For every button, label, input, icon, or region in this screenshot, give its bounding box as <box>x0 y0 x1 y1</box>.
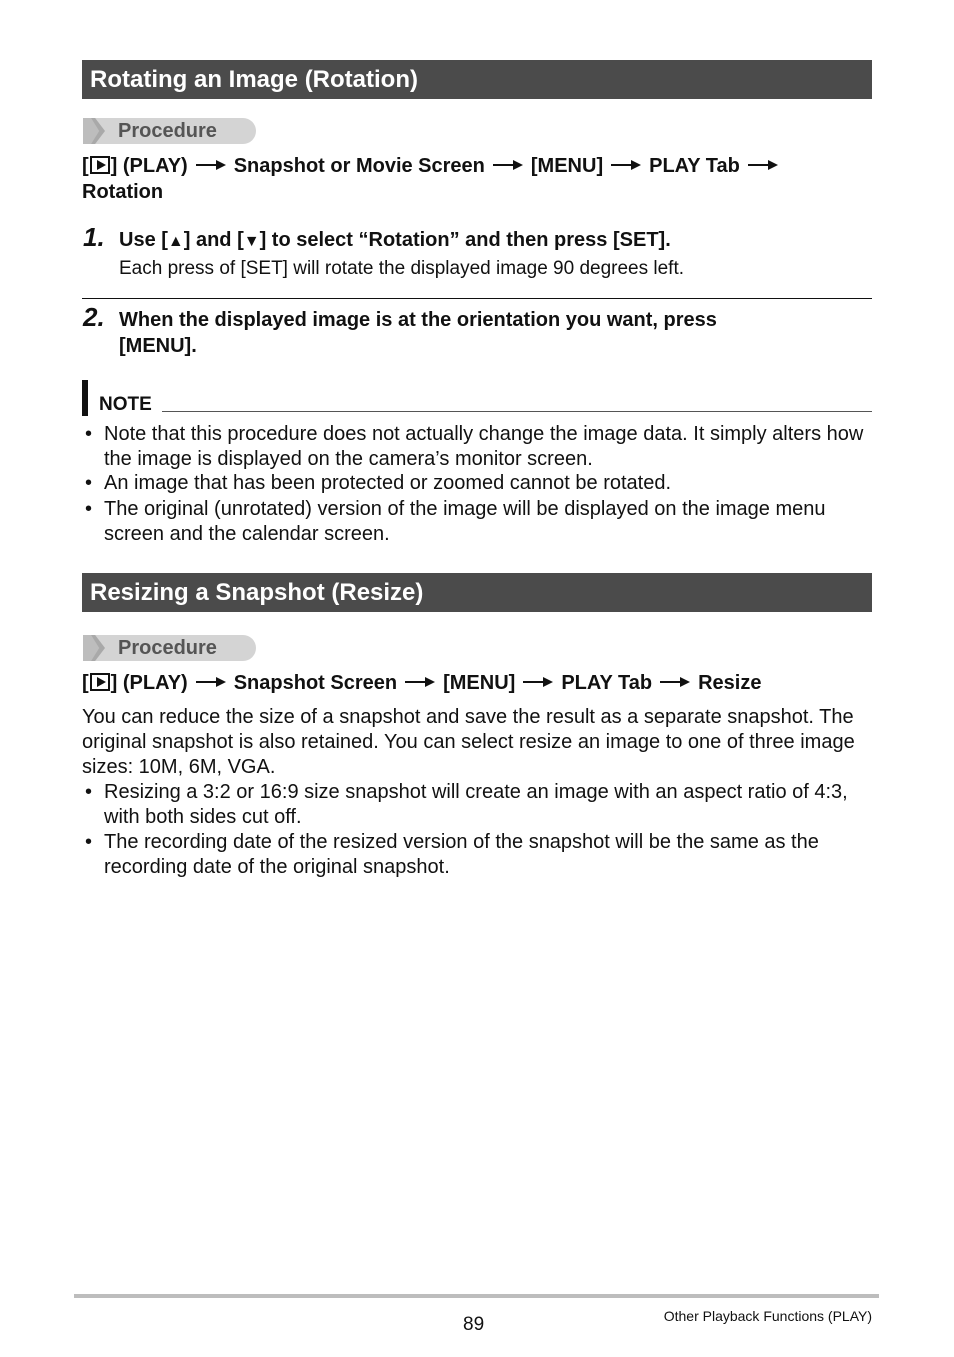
section-title-rotation: Rotating an Image (Rotation) <box>82 60 872 99</box>
arrow-right-icon <box>493 160 523 170</box>
note-label: NOTE <box>99 394 152 415</box>
procedure-path: [ ] (PLAY) Snapshot or Movie Screen [MENU] PLAY Tab <box>82 153 786 179</box>
list-item: • Resizing a 3:2 or 16:9 size snapshot will create an image with an aspect ratio of 4:3, with both sides cut off. <box>85 781 848 828</box>
path-step: Snapshot Screen <box>233 672 398 694</box>
procedure-chevron-inner-icon <box>83 635 101 661</box>
bullet-icon: • <box>85 831 93 853</box>
path-step: Rotation <box>82 181 164 203</box>
path-step: PLAY Tab <box>649 155 740 177</box>
chapter-title: Other Playback Functions (PLAY) <box>663 1308 872 1324</box>
list-item: • An image that has been protected or zoomed cannot be rotated. <box>85 472 672 494</box>
step-number: 1. <box>83 222 105 252</box>
arrow-right-icon <box>405 677 435 687</box>
resize-intro: You can reduce the size of a snapshot and save the result as a separate snapshot. The original snapshot is also retained. You can select resize an image to one of three image sizes: 10M, 6M, VGA. <box>82 706 855 778</box>
list-item: • Note that this procedure does not actually change the image data. It simply alters how the image is displayed on the camera’s monitor screen. <box>85 423 864 470</box>
path-step: [MENU] <box>530 155 604 177</box>
path-step: Snapshot or Movie Screen <box>233 155 485 177</box>
procedure-chevron-inner-icon <box>83 118 101 144</box>
list-item: • The recording date of the resized version of the snapshot will be the same as the recording date of the original snapshot. <box>85 831 819 878</box>
arrow-right-icon <box>611 160 641 170</box>
procedure-path-cont <box>82 179 163 205</box>
arrow-right-icon <box>196 677 226 687</box>
down-arrow-icon: ▼ <box>243 233 260 250</box>
path-step: PLAY Tab <box>561 672 653 694</box>
page-number: 89 <box>463 1314 485 1335</box>
play-icon <box>90 156 110 174</box>
step-instruction: Use [▲] and [▼] to select “Rotation” and then press [SET]. <box>119 229 671 251</box>
note-marker <box>82 380 88 416</box>
step-detail: Each press of [SET] will rotate the displayed image 90 degrees left. <box>119 258 685 279</box>
section-title-resize: Resizing a Snapshot (Resize) <box>82 573 872 612</box>
play-icon <box>90 673 110 691</box>
arrow-right-icon <box>196 160 226 170</box>
bullet-icon: • <box>85 423 93 445</box>
procedure-path: [ ] (PLAY) Snapshot Screen [MENU] PLAY Tab Resize <box>82 672 762 694</box>
step-divider <box>82 298 872 299</box>
footer-rule <box>74 1294 879 1298</box>
note-rule <box>162 411 872 412</box>
step-instruction-cont: [MENU]. <box>119 335 197 357</box>
path-step: Resize <box>698 672 762 694</box>
procedure-label: Procedure <box>118 120 217 142</box>
path-step: ] (PLAY) <box>110 672 188 694</box>
step-instruction: When the displayed image is at the orientation you want, press <box>119 309 717 331</box>
up-arrow-icon: ▲ <box>167 233 184 250</box>
arrow-right-icon <box>523 677 553 687</box>
step-number: 2. <box>83 302 105 332</box>
bullet-icon: • <box>85 472 93 494</box>
list-item: • The original (unrotated) version of the image will be displayed on the image menu screen and the calendar screen. <box>85 498 826 545</box>
arrow-right-icon <box>748 160 778 170</box>
path-step: [MENU] <box>443 672 516 694</box>
procedure-label: Procedure <box>118 637 217 659</box>
arrow-right-icon <box>660 677 690 687</box>
procedure-tag <box>83 118 256 144</box>
procedure-tag <box>83 635 256 661</box>
bullet-icon: • <box>85 781 93 803</box>
path-step: ] (PLAY) <box>110 155 188 177</box>
bullet-icon: • <box>85 498 93 520</box>
